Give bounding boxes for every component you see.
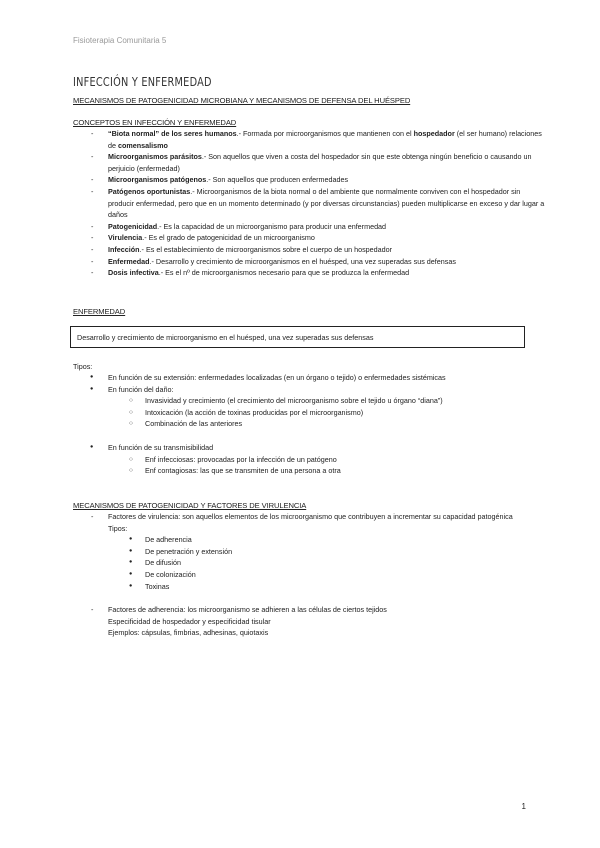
page-header: Fisioterapia Comunitaria 5 [73, 36, 167, 45]
list-item: ○ Intoxicación (la acción de toxinas producidas por el microorganismo) [73, 407, 548, 419]
list-item: - Virulencia.- Es el grado de patogenicidad de un microorganismo [73, 232, 548, 244]
list-item: - Patogenicidad.- Es la capacidad de un microorganismo para producir una enfermedad [73, 221, 548, 233]
enfermedad-tipos [73, 372, 548, 477]
mecanismos-body [73, 511, 548, 639]
list-item: ○ Combinación de las anteriores [73, 418, 548, 430]
list-item: ● Toxinas [73, 581, 548, 593]
list-item: - Factores de virulencia: son aquellos elementos de los microorganismo que contribuyen a incrementar su capacidad patogénica Tipos: [73, 511, 548, 534]
list-item: ● En función de su transmisibilidad [73, 442, 548, 454]
list-item: - Infección.- Es el establecimiento de microorganismos sobre el cuerpo de un hospedador [73, 244, 548, 256]
list-item: - Dosis infectiva.- Es el nº de microorganismos necesario para que se produzca la enfermedad [73, 267, 548, 279]
list-item: - Factores de adherencia: los microorganismo se adhieren a las células de ciertos tejidos Especificidad de hospedador y especificidad tisular Ejemplos: cápsulas, fimbrias, adhesinas, quiotaxis [73, 604, 548, 639]
list-item: - Microorganismos parásitos.- Son aquellos que viven a costa del hospedador sin que este obtenga ningún beneficio o causando un perjuicio (enfermedad) [73, 151, 548, 174]
definition-text: Desarrollo y crecimiento de microorganismo en el huésped, una vez superadas sus defensas [77, 333, 374, 342]
list-item: - Enfermedad.- Desarrollo y crecimiento de microorganismos en el huésped, una vez superadas sus defensas [73, 256, 548, 268]
section-heading-enfermedad: ENFERMEDAD [73, 307, 126, 316]
list-item: - Patógenos oportunistas.- Microorganismos de la biota normal o del ambiente que normalmente conviven con el hospedador sin producir enfermedad, pero que en un momento determinado (y por diversas circunstancias) pueden multiplicarse en exceso y dar lugar a daños [73, 186, 548, 221]
list-item: - “Biota normal” de los seres humanos.- Formada por microorganismos que mantienen con el hospedador (el ser humano) relaciones de comensalismo [73, 128, 548, 151]
list-item: ○ Enf contagiosas: las que se transmiten de una persona a otra [73, 465, 548, 477]
list-item: ● De penetración y extensión [73, 546, 548, 558]
list-item: ● De difusión [73, 557, 548, 569]
list-item: ● En función de su extensión: enfermedades localizadas (en un órgano o tejido) o enfermedades sistémicas [73, 372, 548, 384]
tipos-label: Tipos: [73, 362, 93, 371]
section-heading-conceptos: CONCEPTOS EN INFECCIÓN Y ENFERMEDAD [73, 118, 237, 127]
definition-box [70, 326, 525, 348]
document-title: INFECCIÓN Y ENFERMEDAD [73, 74, 212, 89]
document-subtitle: MECANISMOS DE PATOGENICIDAD MICROBIANA Y MECANISMOS DE DEFENSA DEL HUÉSPED [73, 96, 411, 105]
conceptos-list [73, 128, 548, 279]
list-item: ○ Invasividad y crecimiento (el crecimiento del microorganismo sobre el tejido u órgano “diana”) [73, 395, 548, 407]
list-item: ● En función del daño: [73, 384, 548, 396]
list-item: ● De colonización [73, 569, 548, 581]
page-number: 1 [521, 802, 526, 811]
list-item: - Microorganismos patógenos.- Son aquellos que producen enfermedades [73, 174, 548, 186]
list-item: ● De adherencia [73, 534, 548, 546]
list-item: ○ Enf infecciosas: provocadas por la infección de un patógeno [73, 454, 548, 466]
section-heading-mecanismos: MECANISMOS DE PATOGENICIDAD Y FACTORES DE VIRULENCIA [73, 501, 307, 510]
